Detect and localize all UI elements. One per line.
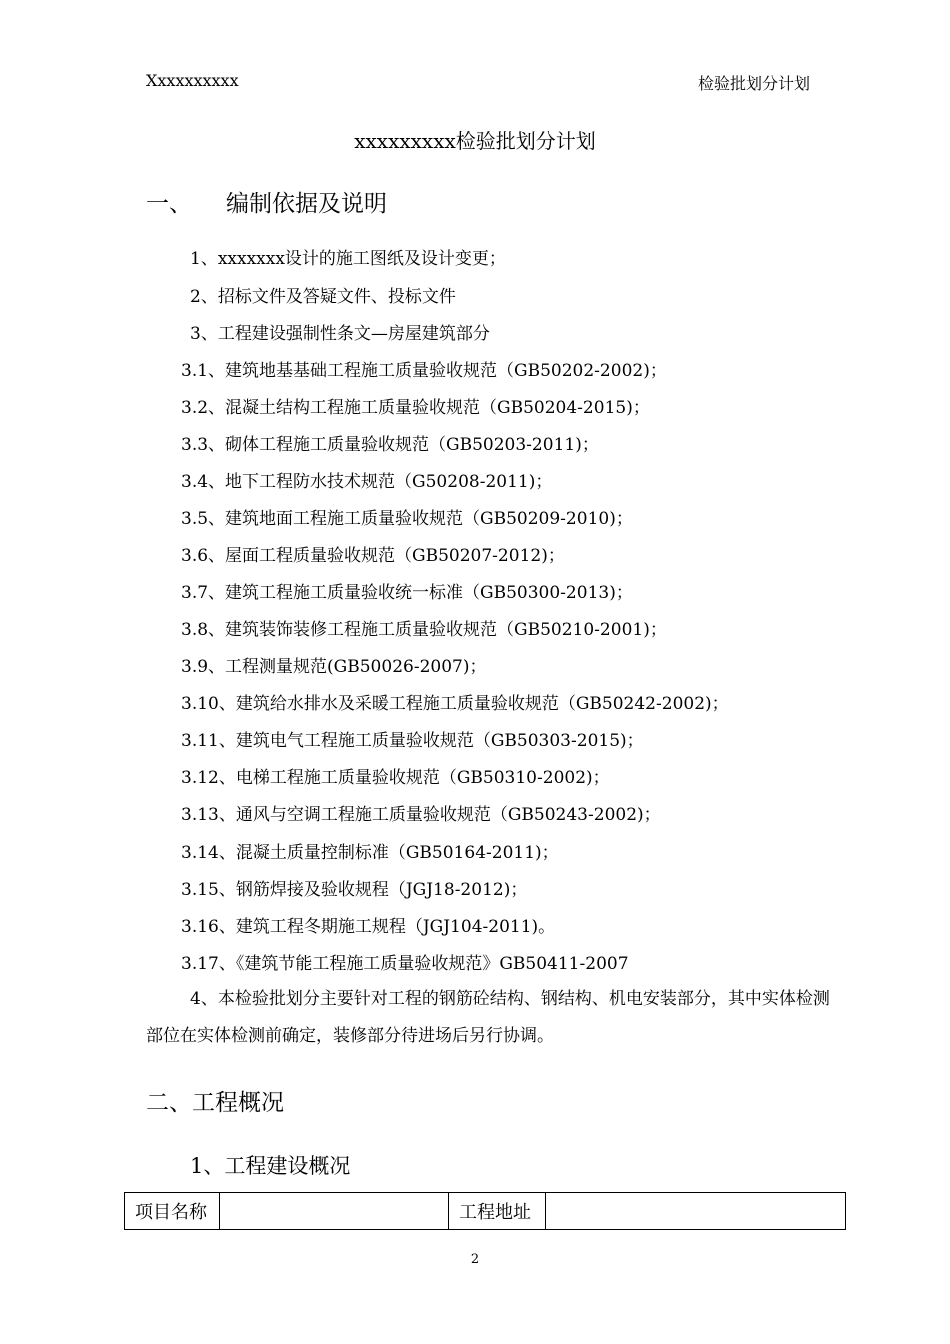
project-address-label: 工程地址	[449, 1193, 546, 1230]
section2-heading: 二、工程概况	[146, 1090, 284, 1116]
project-name-label: 项目名称	[125, 1193, 220, 1230]
list-item: 1、xxxxxxx设计的施工图纸及设计变更；	[190, 249, 506, 269]
list-item: 3.1、建筑地基基础工程施工质量验收规范（GB50202-2002)；	[181, 361, 667, 381]
list-item: 3.14、混凝土质量控制标准（GB50164-2011)；	[181, 843, 559, 863]
header-left-text: Xxxxxxxxxx	[146, 71, 239, 90]
table-row	[125, 1193, 846, 1230]
project-info-table	[124, 1192, 846, 1230]
page-number: 2	[470, 1252, 480, 1267]
list-item: 3、工程建设强制性条文—房屋建筑部分	[190, 324, 490, 344]
section2-subheading: 1、工程建设概况	[190, 1154, 351, 1178]
list-item: 3.6、屋面工程质量验收规范（GB50207-2012)；	[181, 546, 565, 566]
list-item: 3.15、钢筋焊接及验收规程（JGJ18-2012)；	[181, 880, 528, 900]
list-item: 3.11、建筑电气工程施工质量验收规范（GB50303-2015)；	[181, 731, 644, 751]
document-title: xxxxxxxxx检验批划分计划	[354, 129, 596, 153]
section1-number: 一、	[146, 191, 192, 217]
list-item: 3.13、通风与空调工程施工质量验收规范（GB50243-2002)；	[181, 805, 661, 825]
section1-title: 编制依据及说明	[226, 191, 387, 217]
project-address-value	[546, 1193, 846, 1230]
list-item: 3.12、电梯工程施工质量验收规范（GB50310-2002)；	[181, 768, 610, 788]
list-item: 3.3、砌体工程施工质量验收规范（GB50203-2011)；	[181, 435, 599, 455]
list-item: 3.16、建筑工程冬期施工规程（JGJ104-2011)。	[181, 917, 556, 937]
header-right-text: 检验批划分计划	[697, 74, 810, 93]
list-item: 3.10、建筑给水排水及采暖工程施工质量验收规范（GB50242-2002)；	[181, 694, 729, 714]
list-item: 3.5、建筑地面工程施工质量验收规范（GB50209-2010)；	[181, 509, 633, 529]
list-item: 3.9、工程测量规范(GB50026-2007)；	[181, 657, 487, 677]
list-item: 3.7、建筑工程施工质量验收统一标准（GB50300-2013)；	[181, 583, 633, 603]
project-name-value	[220, 1193, 449, 1230]
list-item: 2、招标文件及答疑文件、投标文件	[190, 287, 456, 307]
section1-heading	[146, 185, 387, 218]
list-item: 3.17、《建筑节能工程施工质量验收规范》GB50411-2007	[181, 954, 629, 974]
list-item: 3.8、建筑装饰装修工程施工质量验收规范（GB50210-2001)；	[181, 620, 667, 640]
list-item: 3.4、地下工程防水技术规范（G50208-2011)；	[181, 472, 553, 492]
list-item: 3.2、混凝土结构工程施工质量验收规范（GB50204-2015)；	[181, 398, 650, 418]
section1-paragraph: 4、本检验批划分主要针对工程的钢筋砼结构、钢结构、机电安装部分，其中实体检测部位在实体检测前确定，装修部分待进场后另行协调。	[146, 989, 830, 1046]
